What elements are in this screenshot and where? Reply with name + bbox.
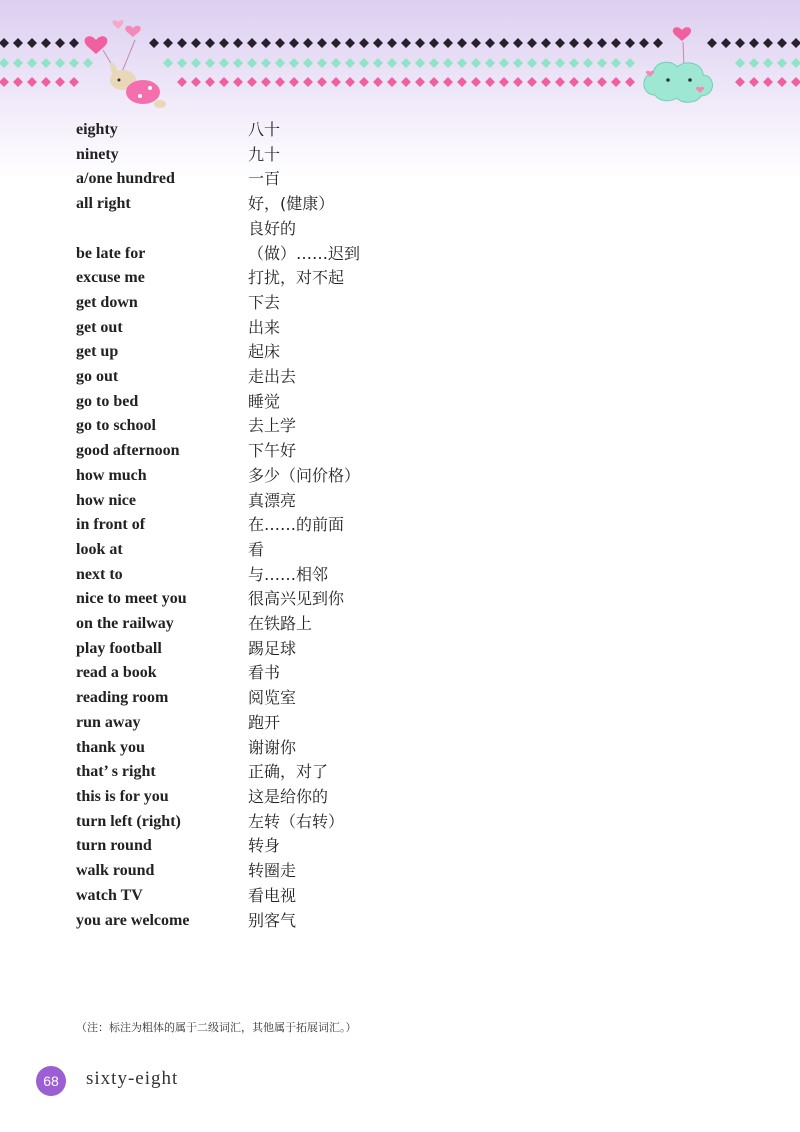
chinese-meaning-line: 真漂亮 [248,490,297,510]
vocab-entry [76,637,576,662]
chinese-meaning-line: 一百 [248,169,281,189]
english-term: be late for [76,244,146,262]
chinese-meaning-line: 踢足球 [248,638,297,658]
chinese-meaning [248,143,576,168]
chinese-meaning [248,192,576,241]
chinese-meaning [248,834,576,859]
vocabulary-list [76,118,576,933]
chinese-meaning-line: 睡觉 [248,391,281,411]
chinese-meaning [248,464,576,489]
chinese-meaning [248,785,576,810]
vocab-entry [76,340,576,365]
chinese-meaning [248,316,576,341]
english-term: watch TV [76,886,143,904]
chinese-meaning-line: 看电视 [248,885,297,905]
chinese-meaning [248,637,576,662]
chinese-meaning-line: 在铁路上 [248,614,313,634]
chinese-meaning-line: 很高兴见到你 [248,589,345,609]
vocab-entry [76,143,576,168]
english-term: good afternoon [76,442,180,460]
vocab-entry [76,365,576,390]
chinese-meaning [248,513,576,538]
chinese-meaning-line: 走出去 [248,367,297,387]
english-term: ninety [76,145,119,163]
vocab-entry [76,242,576,267]
dark-diamond-row [0,38,800,48]
vocab-entry [76,167,576,192]
chinese-meaning [248,859,576,884]
vocab-entry [76,316,576,341]
chinese-meaning-line: 起床 [248,342,281,362]
vocab-entry [76,390,576,415]
chinese-meaning-line: 转身 [248,836,281,856]
cloud-heart-illustration [644,27,713,102]
chinese-meaning-line: 左转（右转） [248,811,345,831]
english-term: go to school [76,417,156,435]
vocab-entry [76,291,576,316]
chinese-meaning [248,291,576,316]
chinese-meaning [248,266,576,291]
english-term: eighty [76,121,118,138]
english-term: get up [76,343,119,361]
chinese-meaning-line: 下午好 [248,441,297,461]
english-term: on the railway [76,615,174,633]
vocab-entry [76,439,576,464]
chinese-meaning [248,760,576,785]
chinese-meaning [248,118,576,143]
chinese-meaning [248,612,576,637]
chinese-meaning-line: 谢谢你 [248,737,297,757]
vocab-entry [76,192,576,241]
vocab-entry [76,563,576,588]
english-term: thank you [76,738,145,756]
english-term: how nice [76,491,136,509]
english-term: play football [76,639,162,657]
chinese-meaning [248,414,576,439]
chinese-meaning [248,390,576,415]
vocab-entry [76,760,576,785]
vocab-entry [76,538,576,563]
chinese-meaning [248,736,576,761]
vocab-entry [76,686,576,711]
vocab-entry [76,612,576,637]
chinese-meaning-line: 转圈走 [248,861,297,881]
vocab-entry [76,909,576,934]
chinese-meaning-line: 九十 [248,144,281,164]
vocab-entry [76,587,576,612]
english-term: this is for you [76,787,169,805]
english-term: get down [76,293,138,311]
footnote: （注：标注为粗体的属于二级词汇，其他属于拓展词汇。） [76,1021,357,1034]
vocab-entry [76,266,576,291]
chinese-meaning-line: 好，(健康） [248,194,335,214]
chinese-meaning-line: 与……相邻 [248,564,329,584]
chinese-meaning-line: （做）……迟到 [248,243,361,263]
english-term: nice to meet you [76,590,187,608]
chinese-meaning-line: 多少（问价格） [248,465,361,485]
chinese-meaning [248,365,576,390]
chinese-meaning [248,909,576,934]
vocab-entry [76,464,576,489]
english-term: turn left (right) [76,812,181,830]
chinese-meaning-line: 打扰，对不起 [248,268,345,288]
bunny-balloon-illustration [85,20,166,108]
english-term: next to [76,565,123,583]
chinese-meaning-line: 跑开 [248,712,281,732]
chinese-meaning [248,340,576,365]
vocab-entry [76,118,576,143]
english-term: all right [76,195,131,213]
vocab-entry [76,414,576,439]
vocab-entry [76,785,576,810]
vocab-entry [76,834,576,859]
vocab-entry [76,736,576,761]
english-term: how much [76,466,147,484]
english-term: in front of [76,516,146,534]
chinese-meaning-line: 这是给你的 [248,786,329,806]
chinese-meaning-line: 八十 [248,120,281,139]
english-term: walk round [76,862,155,880]
chinese-meaning-line: 出来 [248,317,281,337]
chinese-meaning-line: 看 [248,539,265,559]
chinese-meaning [248,563,576,588]
english-term: run away [76,713,141,731]
vocab-entry [76,884,576,909]
chinese-meaning-line: 在……的前面 [248,515,345,535]
english-term: turn round [76,837,152,855]
vocab-entry [76,810,576,835]
english-term: reading room [76,689,169,707]
english-term: you are welcome [76,911,190,929]
english-term: look at [76,540,123,558]
vocab-entry [76,489,576,514]
english-term: a/one hundred [76,170,175,188]
page-number-badge [36,1066,66,1096]
chinese-meaning-line: 良好的 [248,218,297,238]
chinese-meaning-line: 下去 [248,292,281,312]
chinese-meaning-line: 看书 [248,663,281,683]
english-term: that’ s right [76,763,156,781]
chinese-meaning [248,538,576,563]
chinese-meaning-line: 别客气 [248,910,297,930]
english-term: read a book [76,664,157,682]
chinese-meaning-line: 阅览室 [248,688,297,708]
chinese-meaning [248,884,576,909]
vocab-entry [76,513,576,538]
chinese-meaning [248,167,576,192]
english-term: excuse me [76,269,145,287]
chinese-meaning [248,587,576,612]
decorative-border-art [0,0,800,120]
chinese-meaning [248,661,576,686]
chinese-meaning [248,810,576,835]
chinese-meaning-line: 正确，对了 [248,762,329,782]
vocab-entry [76,661,576,686]
chinese-meaning [248,439,576,464]
chinese-meaning-line: 去上学 [248,416,297,436]
chinese-meaning [248,489,576,514]
chinese-meaning [248,242,576,267]
chinese-meaning [248,686,576,711]
page-number-words: sixty-eight [86,1068,179,1089]
english-term: go to bed [76,392,139,410]
chinese-meaning [248,711,576,736]
english-term: get out [76,318,123,336]
vocab-entry [76,859,576,884]
english-term: go out [76,368,119,386]
page-number: 68 [43,1073,59,1089]
vocab-entry [76,711,576,736]
